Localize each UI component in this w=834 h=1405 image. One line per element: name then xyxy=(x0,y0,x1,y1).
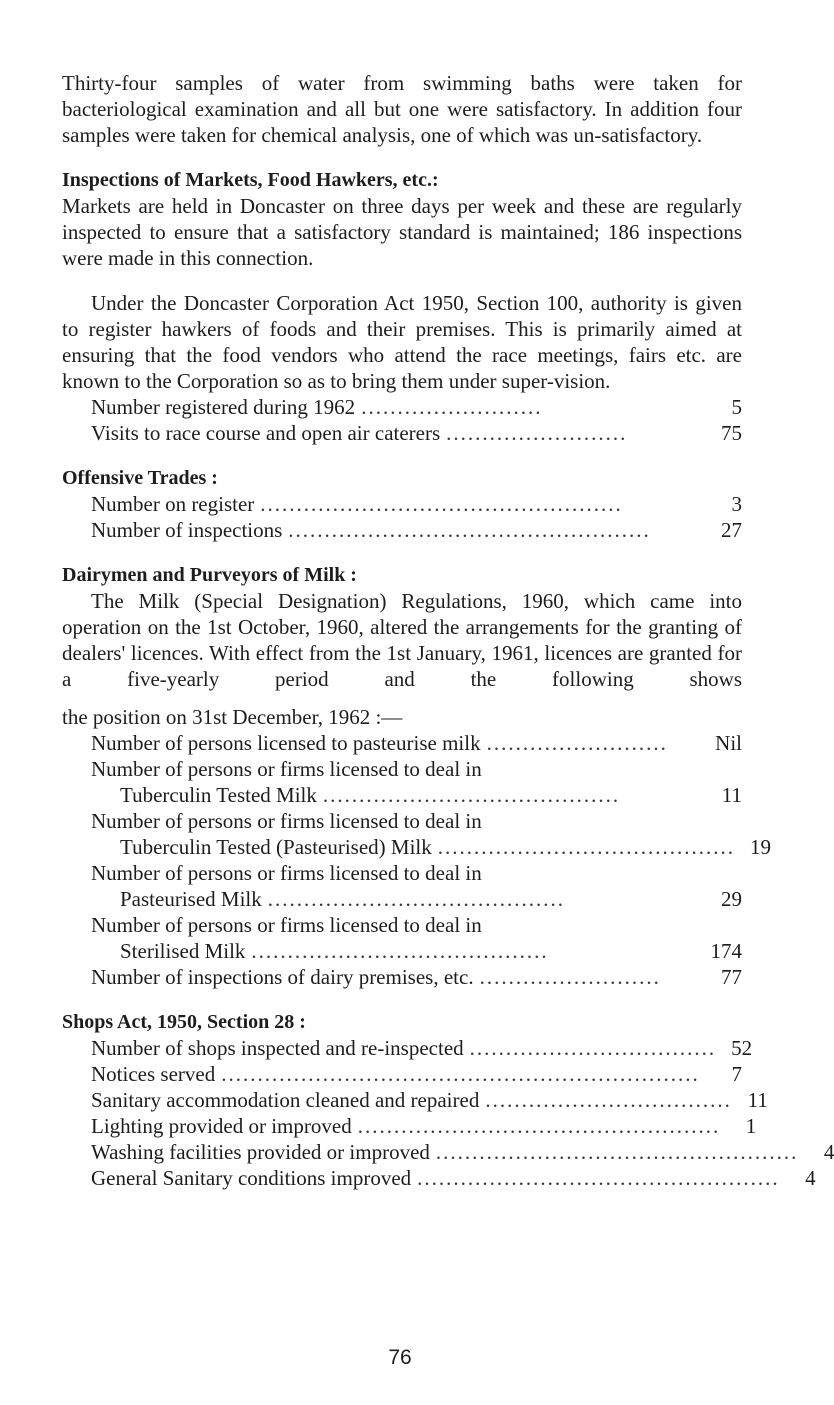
hawkers-row: Visits to race course and open air caterers ......................... 75 xyxy=(91,421,742,445)
hawkers-row: Number registered during 1962 ......................... 5 xyxy=(91,395,742,419)
dairymen-heading: Dairymen and Purveyors of Milk : xyxy=(62,564,357,586)
dairy-row: Number of inspections of dairy premises, etc. ......................... 77 xyxy=(91,965,742,989)
dairy-row: Sterilised Milk ......................................... 174 xyxy=(120,939,742,963)
dairy-row: Pasteurised Milk ......................................... 29 xyxy=(120,887,742,911)
dairy-row-lead: Number of persons or firms licensed to deal in xyxy=(91,757,482,781)
dairy-row: Tuberculin Tested (Pasteurised) Milk ......................................... 19 xyxy=(120,835,771,859)
offensive-row: Number on register .................................................. 3 xyxy=(91,492,742,516)
offensive-trades-heading: Offensive Trades : xyxy=(62,467,218,489)
shops-row: Number of shops inspected and re-inspected .................................. 52 xyxy=(91,1036,753,1060)
shops-act-heading: Shops Act, 1950, Section 28 : xyxy=(62,1011,306,1033)
markets-heading: Inspections of Markets, Food Hawkers, etc.: xyxy=(62,169,439,191)
hawkers-paragraph: Under the Doncaster Corporation Act 1950, Section 100, authority is given to register hawkers of foods and their premises. This is primarily aimed at ensuring that the food vendors who attend the race meetings, fairs etc. are known to the Corporation so as to bring them under super-vision. xyxy=(62,291,742,393)
dairy-row: Tuberculin Tested Milk ......................................... 11 xyxy=(120,783,742,807)
shops-row: Notices served .................................................................. 7 xyxy=(91,1062,742,1086)
dairy-paragraph: The Milk (Special Designation) Regulations, 1960, which came into operation on the 1st October, 1960, altered the arrangements for the granting of dealers' licences. With effect from the 1st January, 1961, licences are granted for a five-yearly period and the following shows xyxy=(62,589,742,691)
dairy-row-lead: Number of persons or firms licensed to deal in xyxy=(91,913,482,937)
dairy-row-lead: Number of persons or firms licensed to deal in xyxy=(91,809,482,833)
markets-paragraph: Markets are held in Doncaster on three days per week and these are regularly inspected to ensure that a satisfactory standard is maintained; 186 inspections were made in this connection. xyxy=(62,194,742,270)
dairy-row: Number of persons licensed to pasteurise milk ......................... Nil xyxy=(91,731,742,755)
swimming-paragraph: Thirty-four samples of water from swimming baths were taken for bacteriological examination and all but one were satisfactory. In addition four samples were taken for chemical analysis, one of which was un-satisfactory. xyxy=(62,71,742,147)
shops-row: Lighting provided or improved .................................................. 1 xyxy=(91,1114,757,1138)
shops-row: Sanitary accommodation cleaned and repaired .................................. 11 xyxy=(91,1088,768,1112)
document-page xyxy=(62,70,834,1191)
page-number: 76 xyxy=(388,1346,412,1369)
shops-row: Washing facilities provided or improved .................................................. 4 xyxy=(91,1140,834,1164)
offensive-row: Number of inspections .................................................. 27 xyxy=(91,518,742,542)
dairy-paragraph-cont: the position on 31st December, 1962 :— xyxy=(62,705,403,729)
shops-row: General Sanitary conditions improved .................................................. 4 xyxy=(91,1166,816,1190)
dairy-row-lead: Number of persons or firms licensed to deal in xyxy=(91,861,482,885)
